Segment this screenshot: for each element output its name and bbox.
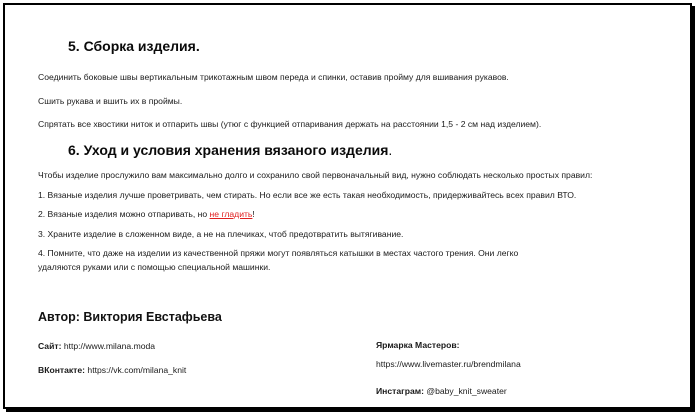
section5-paragraph-3: Спрятать все хвостики ниток и отпарить швы (утюг с функцией отпаривания держать на расстоянии 1,5 - 2 см над изделием). — [38, 119, 542, 129]
care-item-2-text: 2. Вязаные изделия можно отпаривать, но — [38, 209, 210, 219]
care-item-4-line-1: 4. Помните, что даже на изделии из качественной пряжи могут появляться катышки в местах частого трения. Они легко — [38, 248, 519, 258]
care-item-2 — [38, 208, 255, 220]
author-instagram — [376, 385, 507, 397]
author-title: Автор: Виктория Евстафьева — [38, 310, 222, 324]
site-label: Сайт: — [38, 341, 62, 351]
vk-link[interactable]: https://vk.com/milana_knit — [85, 365, 187, 375]
author-vk — [38, 364, 186, 376]
section5-heading: 5. Сборка изделия. — [68, 38, 200, 54]
care-item-3: 3. Храните изделие в сложенном виде, а не на плечиках, чтоб предотвратить вытягивание. — [38, 229, 404, 239]
vk-label: ВКонтакте: — [38, 365, 86, 375]
care-item-2-end: ! — [252, 209, 255, 219]
section5-paragraph-1: Соединить боковые швы вертикальным трикотажным швом переда и спинки, оставив пройму для вшивания рукавов. — [38, 72, 509, 82]
fair-label: Ярмарка Мастеров: — [376, 340, 460, 350]
author-site — [38, 340, 155, 352]
care-item-1: 1. Вязаные изделия лучше проветривать, чем стирать. Но если все же есть такая необходимость, придерживайтесь всех правил ВТО. — [38, 190, 577, 200]
care-item-4-line-2: удаляются руками или с помощью специальной машинки. — [38, 262, 271, 272]
page-frame — [3, 3, 692, 409]
fair-link[interactable]: https://www.livemaster.ru/brendmilana — [376, 359, 521, 369]
site-link[interactable]: http://www.milana.moda — [61, 341, 156, 351]
section6-heading-text: 6. Уход и условия хранения вязаного изделия — [68, 142, 389, 158]
section6-heading-dot: . — [388, 142, 393, 158]
instagram-label: Инстаграм: — [376, 386, 424, 396]
care-item-2-highlight: не гладить — [209, 209, 253, 219]
section5-paragraph-2: Сшить рукава и вшить их в проймы. — [38, 96, 183, 106]
instagram-handle[interactable]: @baby_knit_sweater — [423, 386, 507, 396]
section6-heading — [68, 142, 392, 158]
section6-intro: Чтобы изделие прослужило вам максимально долго и сохранило свой первоначальный вид, нужно соблюдать несколько простых правил: — [38, 170, 593, 180]
